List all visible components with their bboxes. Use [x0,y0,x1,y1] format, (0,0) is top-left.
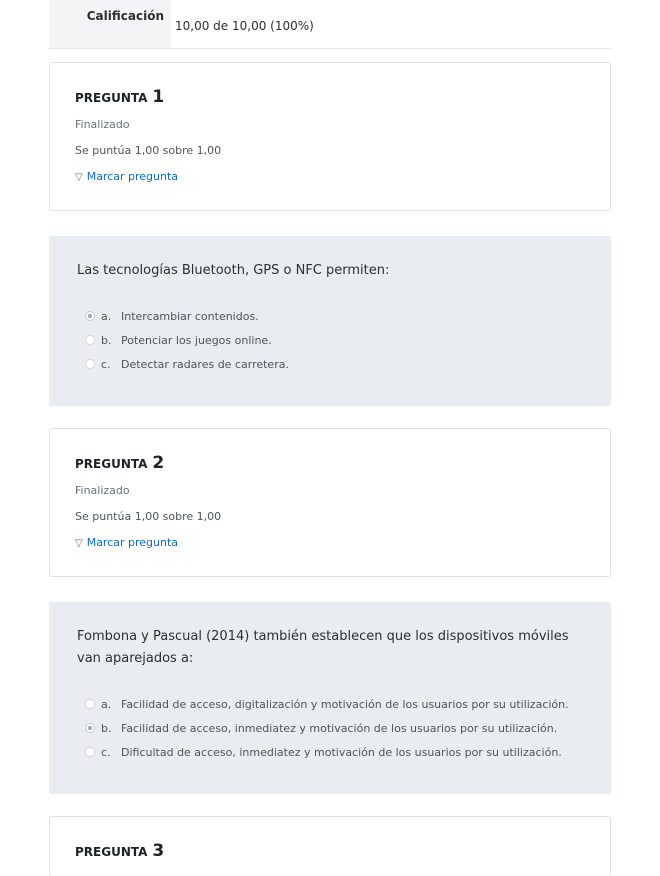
answer-letter: a. [101,697,112,711]
radio-icon[interactable] [85,747,95,757]
flag-label: Marcar pregunta [86,170,179,183]
question-label: PREGUNTA [75,91,148,105]
radio-icon[interactable] [85,699,95,709]
question-2-content [49,602,611,794]
question-1-content [49,236,611,406]
question-number: 2 [152,453,165,473]
answer-letter: b. [101,721,112,735]
answer-letter: c. [101,745,111,759]
answer-option[interactable] [77,304,583,328]
question-2-heading [75,453,164,473]
flag-icon: ▽ [75,172,83,183]
answer-option[interactable] [77,692,583,716]
answer-text: Facilidad de acceso, digitalización y motivación de los usuarios por su utilización. [121,697,569,711]
answer-text: Intercambiar contenidos. [121,309,259,323]
answer-letter: a. [101,309,112,323]
question-label: PREGUNTA [75,845,148,859]
question-1-info [49,62,611,211]
question-1-flag-link[interactable] [75,170,178,183]
question-number: 3 [152,841,165,861]
question-2-text: Fombona y Pascual (2014) también establecen que los dispositivos móviles van aparejados a: [77,629,569,666]
grade-value: 10,00 de 10,00 (100%) [175,19,314,33]
question-2-answers [77,692,583,764]
flag-icon: ▽ [75,538,83,549]
answer-letter: c. [101,357,111,371]
grade-summary-row [49,0,611,49]
question-2-state: Finalizado [75,484,130,497]
answer-text: Detectar radares de carretera. [121,357,289,371]
question-2-info [49,428,611,577]
grade-label: Calificación [49,0,171,48]
question-1-state: Finalizado [75,118,130,131]
question-3-info [49,816,611,876]
answer-option[interactable] [77,716,583,740]
answer-text: Potenciar los juegos online. [121,333,272,347]
question-1-grade: Se puntúa 1,00 sobre 1,00 [75,144,222,157]
radio-selected-icon[interactable] [85,311,95,321]
question-1-heading [75,87,164,107]
answer-option[interactable] [77,328,583,352]
question-1-answers [77,304,583,376]
answer-text: Dificultad de acceso, inmediatez y motivación de los usuarios por su utilización. [121,745,562,759]
question-number: 1 [152,87,165,107]
answer-letter: b. [101,333,112,347]
radio-selected-icon[interactable] [85,723,95,733]
question-3-heading [75,841,164,861]
radio-icon[interactable] [85,359,95,369]
question-2-flag-link[interactable] [75,536,178,549]
answer-option[interactable] [77,740,583,764]
radio-icon[interactable] [85,335,95,345]
flag-label: Marcar pregunta [86,536,179,549]
question-label: PREGUNTA [75,457,148,471]
question-2-grade: Se puntúa 1,00 sobre 1,00 [75,510,222,523]
answer-text: Facilidad de acceso, inmediatez y motivación de los usuarios por su utilización. [121,721,558,735]
question-1-text: Las tecnologías Bluetooth, GPS o NFC permiten: [77,263,390,278]
answer-option[interactable] [77,352,583,376]
